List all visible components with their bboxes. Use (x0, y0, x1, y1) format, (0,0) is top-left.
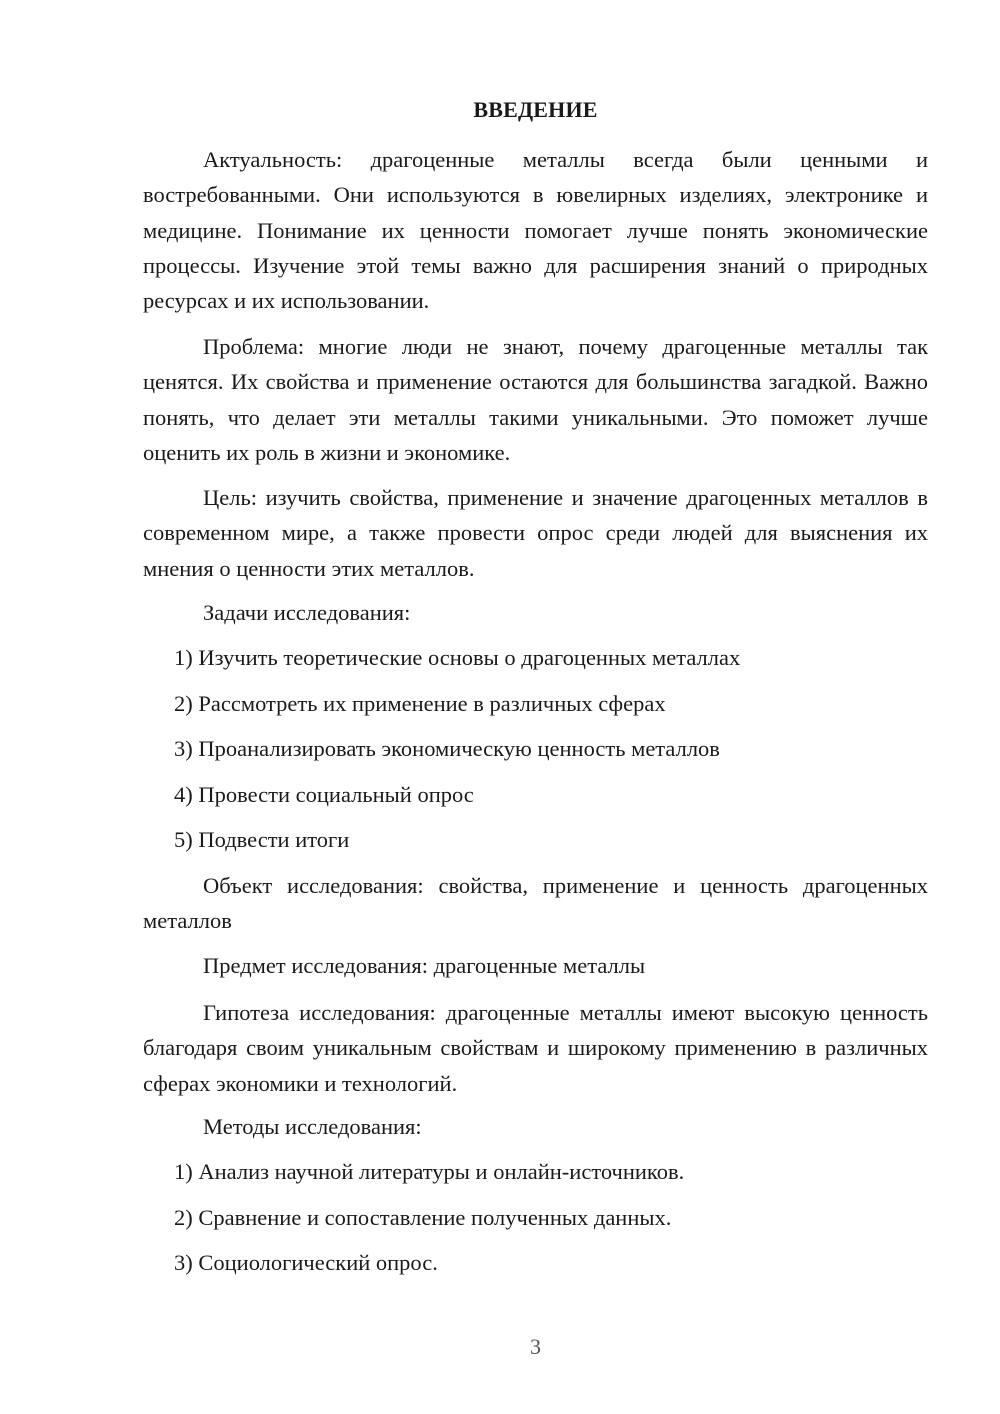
relevance-paragraph: Актуальность: драгоценные металлы всегда были ценными и востребованными. Они используются в ювелирных изделиях, электронике и медицине. Понимание их ценности помогает лучше понять экономические процессы. Изучение этой темы важно для расширения знаний о природных ресурсах и их использовании. (143, 147, 928, 314)
task-item: 3) Проанализировать экономическую ценность металлов (174, 736, 720, 761)
task-item: 2) Рассмотреть их применение в различных сферах (174, 691, 666, 716)
method-item: 3) Социологический опрос. (174, 1250, 438, 1275)
document-page (143, 0, 928, 1414)
page-title: ВВЕДЕНИЕ (473, 97, 598, 122)
task-item: 5) Подвести итоги (174, 827, 350, 852)
task-item: 4) Провести социальный опрос (174, 782, 474, 807)
object-paragraph: Объект исследования: свойства, применение и ценность драгоценных металлов (143, 873, 928, 934)
task-item: 1) Изучить теоретические основы о драгоценных металлах (174, 645, 741, 670)
method-item: 2) Сравнение и сопоставление полученных данных. (174, 1205, 672, 1230)
goal-paragraph: Цель: изучить свойства, применение и значение драгоценных металлов в современном мире, а также провести опрос среди людей для выяснения их мнения о ценности этих металлов. (143, 485, 928, 581)
tasks-heading: Задачи исследования: (203, 600, 411, 625)
method-item: 1) Анализ научной литературы и онлайн-источников. (174, 1159, 685, 1184)
hypothesis-paragraph: Гипотеза исследования: драгоценные металлы имеют высокую ценность благодаря своим уникальным свойствам и широкому применению в различных сферах экономики и технологий. (143, 1000, 928, 1096)
page-number: 3 (530, 1334, 541, 1359)
subject-line: Предмет исследования: драгоценные металлы (203, 953, 646, 978)
problem-paragraph: Проблема: многие люди не знают, почему драгоценные металлы так ценятся. Их свойства и применение остаются для большинства загадкой. Важно понять, что делает эти металлы такими уникальными. Это поможет лучше оценить их роль в жизни и экономике. (143, 334, 928, 465)
methods-heading: Методы исследования: (203, 1114, 422, 1139)
